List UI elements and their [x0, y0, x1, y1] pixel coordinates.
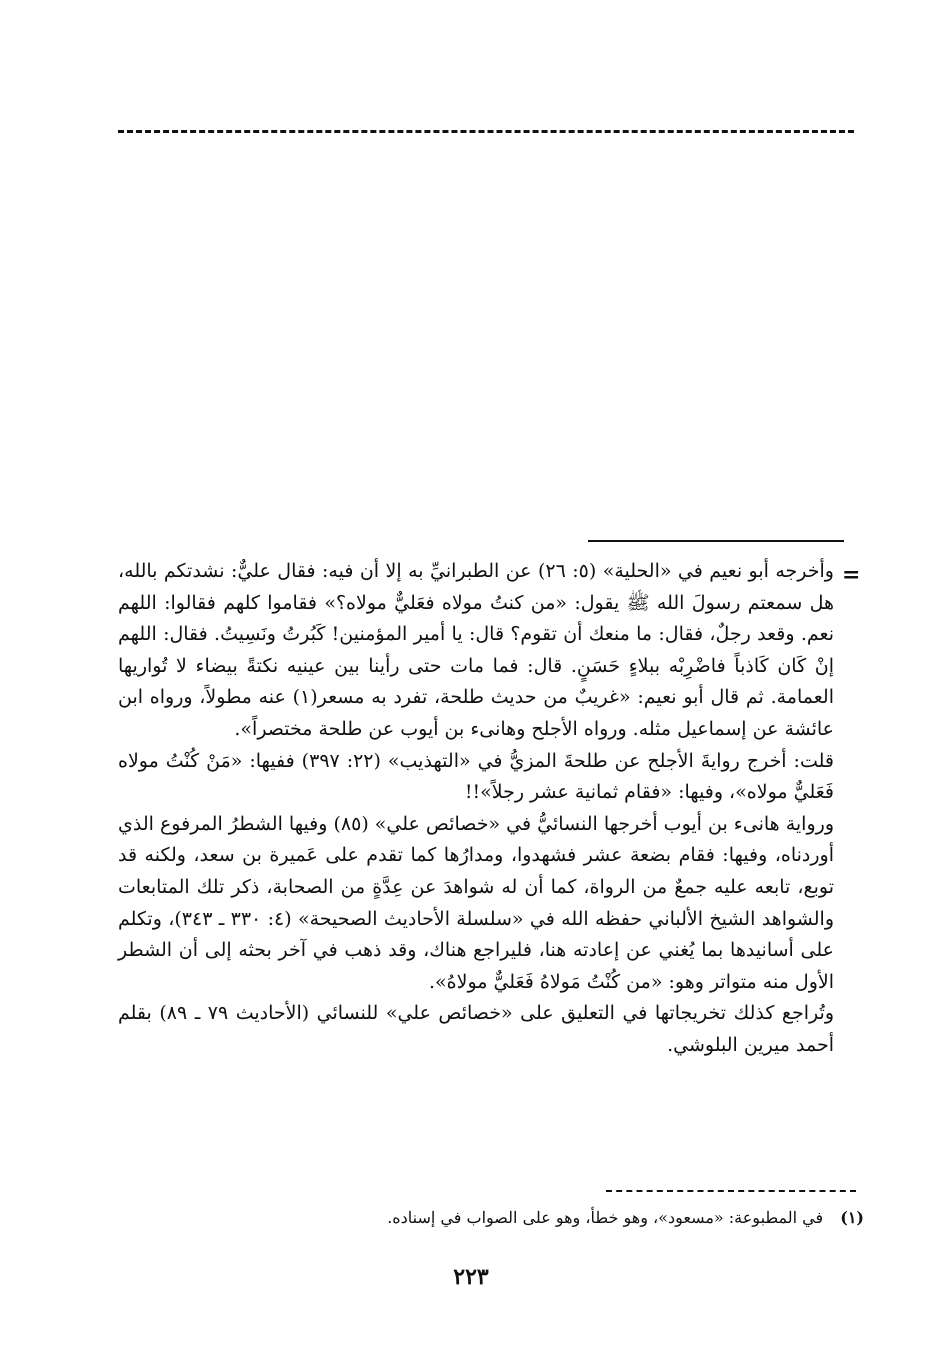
note-body — [118, 556, 834, 1062]
paragraph-khasais: وتُراجع كذلك تخريجاتها في التعليق على «خصائص علي» للنسائي (الأحاديث ٧٩ ـ ٨٩) بقلم أحمد ميرين البلوشي. — [118, 1002, 834, 1056]
note-separator-rule — [588, 540, 844, 542]
footnote-number: (١) — [840, 1208, 864, 1227]
footnote-text: في المطبوعة: «مسعود»، وهو خطأ، وهو على الصواب في إسناده. — [387, 1208, 824, 1227]
paragraph-hani: ورواية هانىء بن أيوب أخرجها النسائيُّ في «خصائص علي» (٨٥) وفيها الشطرُ المرفوع الذي أوردناه، وفيها: فقام بضعة عشر فشهدوا، ومدارُها كما تقدم على عَميرة بن سعد، ولكنه قد توبع، تابعه عليه جمعٌ من الرواة، كما أن له شواهدَ عن عِدَّةٍ من الصحابة، ذكر تلك المتابعات والشواهد الشيخ الألباني حفظه الله في «سلسلة الأحاديث الصحيحة» (٤: ٣٣٠ ـ ٣٤٣)، وتكلم على أسانيدها بما يُغني عن إعادته هنا، فليراجع هناك، وقد ذهب في آخر بحثه إلى أن الشطر الأول منه متواتر وهو: «من كُنْتُ مَولاهُ فَعَليٌّ مولاهُ». — [118, 812, 834, 993]
paragraph-abu-nuaym: وأخرجه أبو نعيم في «الحلية» (٥: ٢٦) عن الطبرانيِّ به إلا أن فيه: فقال عليٌّ: نشدتكم بالله، هل سمعتم رسولَ الله ﷺ يقول: «من كنتُ مولاه فعَليٌّ مولاه؟» فقاموا كلهم فقالوا: اللهم نعم. وقعد رجلٌ، فقال: ما منعك أن تقوم؟ قال: يا أمير المؤمنين! كَبُرتُ ونَسِيتُ. فقال: اللهم إنْ كَان كَاذباً فاضْرِبْه ببلاءٍ حَسَنٍ. قال: فما مات حتى رأينا بين عينيه نكتةً بيضاء لا تُواريها العمامة. ثم قال أبو نعيم: «غريبٌ من حديث طلحة، تفرد به مسعر(١) عنه مطولاً، ورواه ابن عائشة عن إسماعيل مثله. ورواه الأجلح وهانىء بن أيوب عن طلحة مختصراً». — [118, 560, 834, 740]
continuation-mark: = — [842, 562, 861, 588]
footnote-dashed-rule — [606, 1190, 856, 1192]
page-number: ٢٢٣ — [453, 1264, 489, 1290]
paragraph-ajlah: قلت: أخرج روايةَ الأجلح عن طلحةَ المزيُّ في «التهذيب» (٢٢: ٣٩٧) ففيها: «مَنْ كُنْتُ مولاه فَعَليٌّ مولاه»، وفيها: «فقام ثمانية عشر رجلاً»!! — [118, 749, 834, 804]
top-dashed-rule — [118, 130, 854, 133]
footnote — [304, 1206, 864, 1230]
